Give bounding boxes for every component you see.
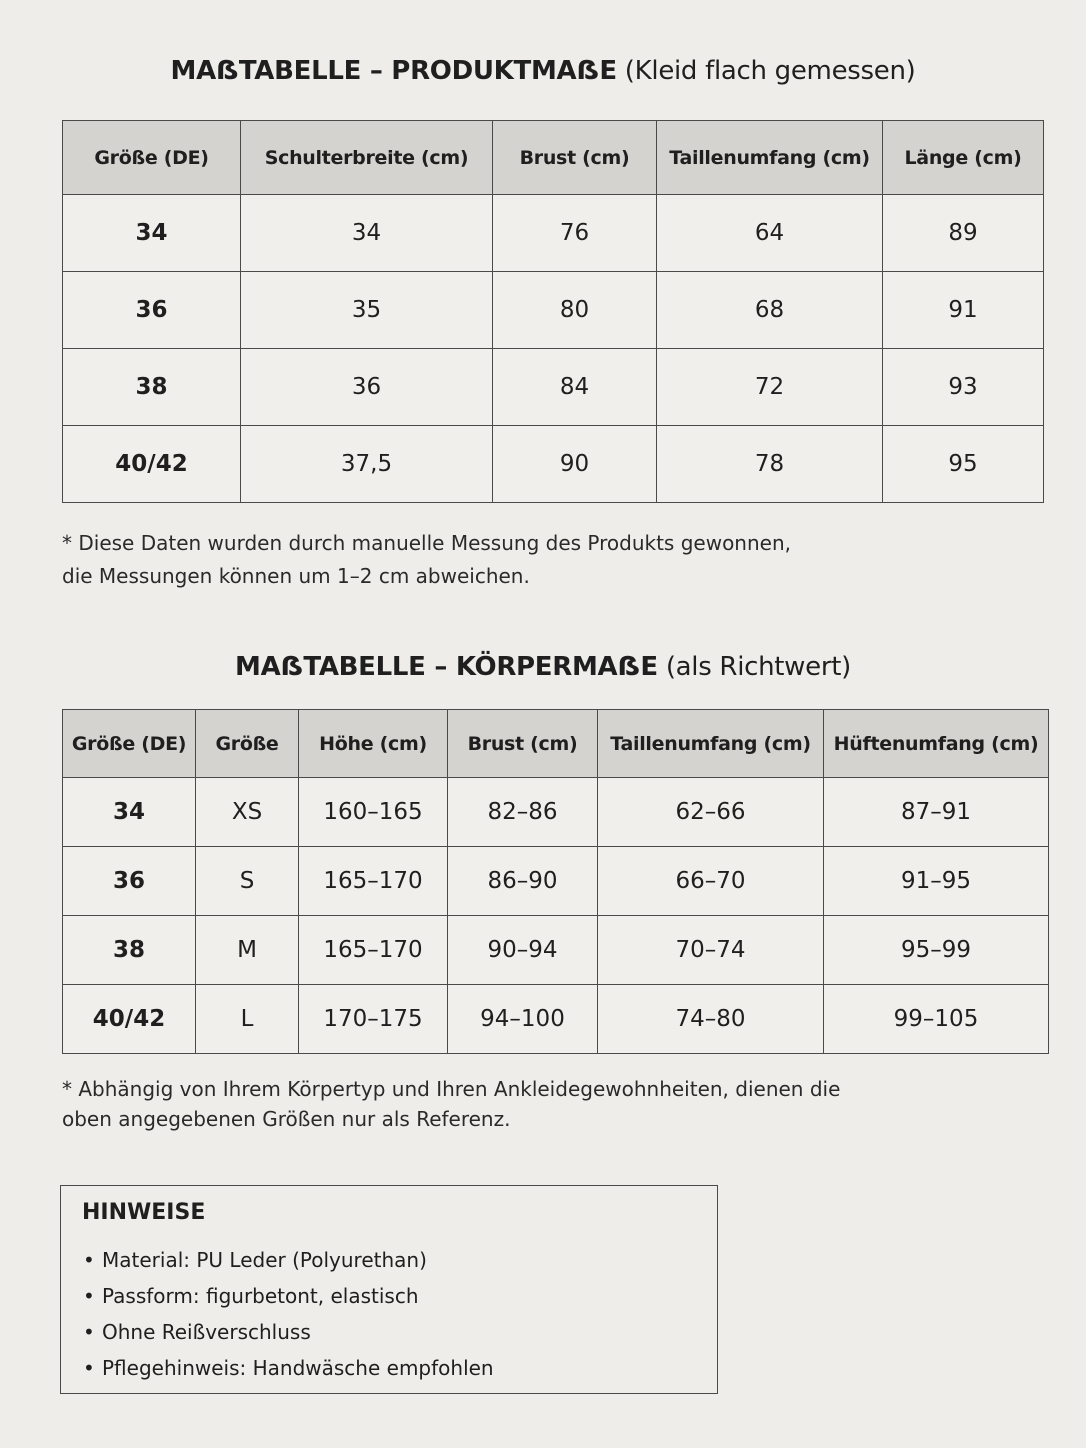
hinweise-title: HINWEISE: [82, 1200, 206, 1225]
note-line: * Abhängig von Ihrem Körpertyp und Ihren Ankleidegewohnheiten, dienen die: [62, 1077, 841, 1101]
column-header: Größe: [196, 710, 299, 778]
list-item-text: Passform: figurbetont, elastisch: [102, 1284, 419, 1308]
table-cell: 82–86: [448, 778, 598, 847]
table-cell: 99–105: [824, 985, 1049, 1054]
product-table-title-main: MAẞTABELLE – PRODUKTMAẞE: [170, 56, 617, 86]
table-cell: 80: [493, 272, 657, 349]
table-row: [63, 195, 1044, 272]
table-cell: 89: [883, 195, 1044, 272]
table-cell: 160–165: [299, 778, 448, 847]
bullet-icon: •: [83, 1320, 95, 1344]
table-cell: 84: [493, 349, 657, 426]
table-cell: 95–99: [824, 916, 1049, 985]
table-cell: 165–170: [299, 916, 448, 985]
table-header-row: [63, 710, 1049, 778]
table-cell: 91–95: [824, 847, 1049, 916]
product-table-note: [62, 527, 791, 593]
column-header: Hüftenumfang (cm): [824, 710, 1049, 778]
note-line: oben angegebenen Größen nur als Referenz.: [62, 1107, 511, 1131]
hinweise-list: [83, 1242, 494, 1386]
product-table-title-sub: (Kleid flach gemessen): [624, 56, 916, 86]
body-table-title-sub: (als Richtwert): [665, 652, 851, 682]
table-cell: 170–175: [299, 985, 448, 1054]
size-cell: 36: [63, 847, 196, 916]
column-header: Taillenumfang (cm): [657, 121, 883, 195]
table-cell: 165–170: [299, 847, 448, 916]
bullet-icon: •: [83, 1248, 95, 1272]
size-cell: 38: [63, 349, 241, 426]
table-cell: 90: [493, 426, 657, 503]
list-item: [83, 1242, 494, 1278]
table-cell: M: [196, 916, 299, 985]
table-cell: 94–100: [448, 985, 598, 1054]
table-cell: 37,5: [241, 426, 493, 503]
product-table-title: [0, 56, 1086, 86]
table-cell: S: [196, 847, 299, 916]
table-cell: 36: [241, 349, 493, 426]
size-cell: 40/42: [63, 426, 241, 503]
table-row: [63, 916, 1049, 985]
list-item-text: Material: PU Leder (Polyurethan): [102, 1248, 427, 1272]
table-row: [63, 426, 1044, 503]
table-cell: 66–70: [598, 847, 824, 916]
column-header: Brust (cm): [448, 710, 598, 778]
table-cell: L: [196, 985, 299, 1054]
column-header: Größe (DE): [63, 710, 196, 778]
table-cell: XS: [196, 778, 299, 847]
table-header-row: [63, 121, 1044, 195]
size-cell: 40/42: [63, 985, 196, 1054]
table-cell: 93: [883, 349, 1044, 426]
body-table-title: [0, 652, 1086, 682]
size-cell: 34: [63, 195, 241, 272]
bullet-icon: •: [83, 1284, 95, 1308]
list-item-text: Pflegehinweis: Handwäsche empfohlen: [102, 1356, 494, 1380]
table-row: [63, 985, 1049, 1054]
table-cell: 86–90: [448, 847, 598, 916]
column-header: Schulterbreite (cm): [241, 121, 493, 195]
note-line: * Diese Daten wurden durch manuelle Messung des Produkts gewonnen,: [62, 531, 791, 555]
hinweise-box: [60, 1185, 718, 1394]
table-cell: 35: [241, 272, 493, 349]
column-header: Taillenumfang (cm): [598, 710, 824, 778]
size-cell: 34: [63, 778, 196, 847]
column-header: Länge (cm): [883, 121, 1044, 195]
table-cell: 34: [241, 195, 493, 272]
table-cell: 70–74: [598, 916, 824, 985]
list-item: [83, 1278, 494, 1314]
size-cell: 38: [63, 916, 196, 985]
body-table-note: [62, 1074, 840, 1134]
table-cell: 87–91: [824, 778, 1049, 847]
table-row: [63, 272, 1044, 349]
table-cell: 68: [657, 272, 883, 349]
table-cell: 64: [657, 195, 883, 272]
table-cell: 72: [657, 349, 883, 426]
list-item-text: Ohne Reißverschluss: [102, 1320, 311, 1344]
table-cell: 95: [883, 426, 1044, 503]
table-cell: 91: [883, 272, 1044, 349]
table-cell: 74–80: [598, 985, 824, 1054]
bullet-icon: •: [83, 1356, 95, 1380]
table-cell: 78: [657, 426, 883, 503]
note-line: die Messungen können um 1–2 cm abweichen.: [62, 564, 530, 588]
list-item: [83, 1314, 494, 1350]
column-header: Größe (DE): [63, 121, 241, 195]
table-row: [63, 847, 1049, 916]
size-cell: 36: [63, 272, 241, 349]
table-cell: 62–66: [598, 778, 824, 847]
list-item: [83, 1350, 494, 1386]
body-size-table: [62, 709, 1049, 1054]
column-header: Brust (cm): [493, 121, 657, 195]
table-cell: 76: [493, 195, 657, 272]
body-table-title-main: MAẞTABELLE – KÖRPERMAẞE: [235, 652, 658, 682]
product-size-table: [62, 120, 1044, 503]
column-header: Höhe (cm): [299, 710, 448, 778]
table-cell: 90–94: [448, 916, 598, 985]
table-row: [63, 778, 1049, 847]
table-row: [63, 349, 1044, 426]
